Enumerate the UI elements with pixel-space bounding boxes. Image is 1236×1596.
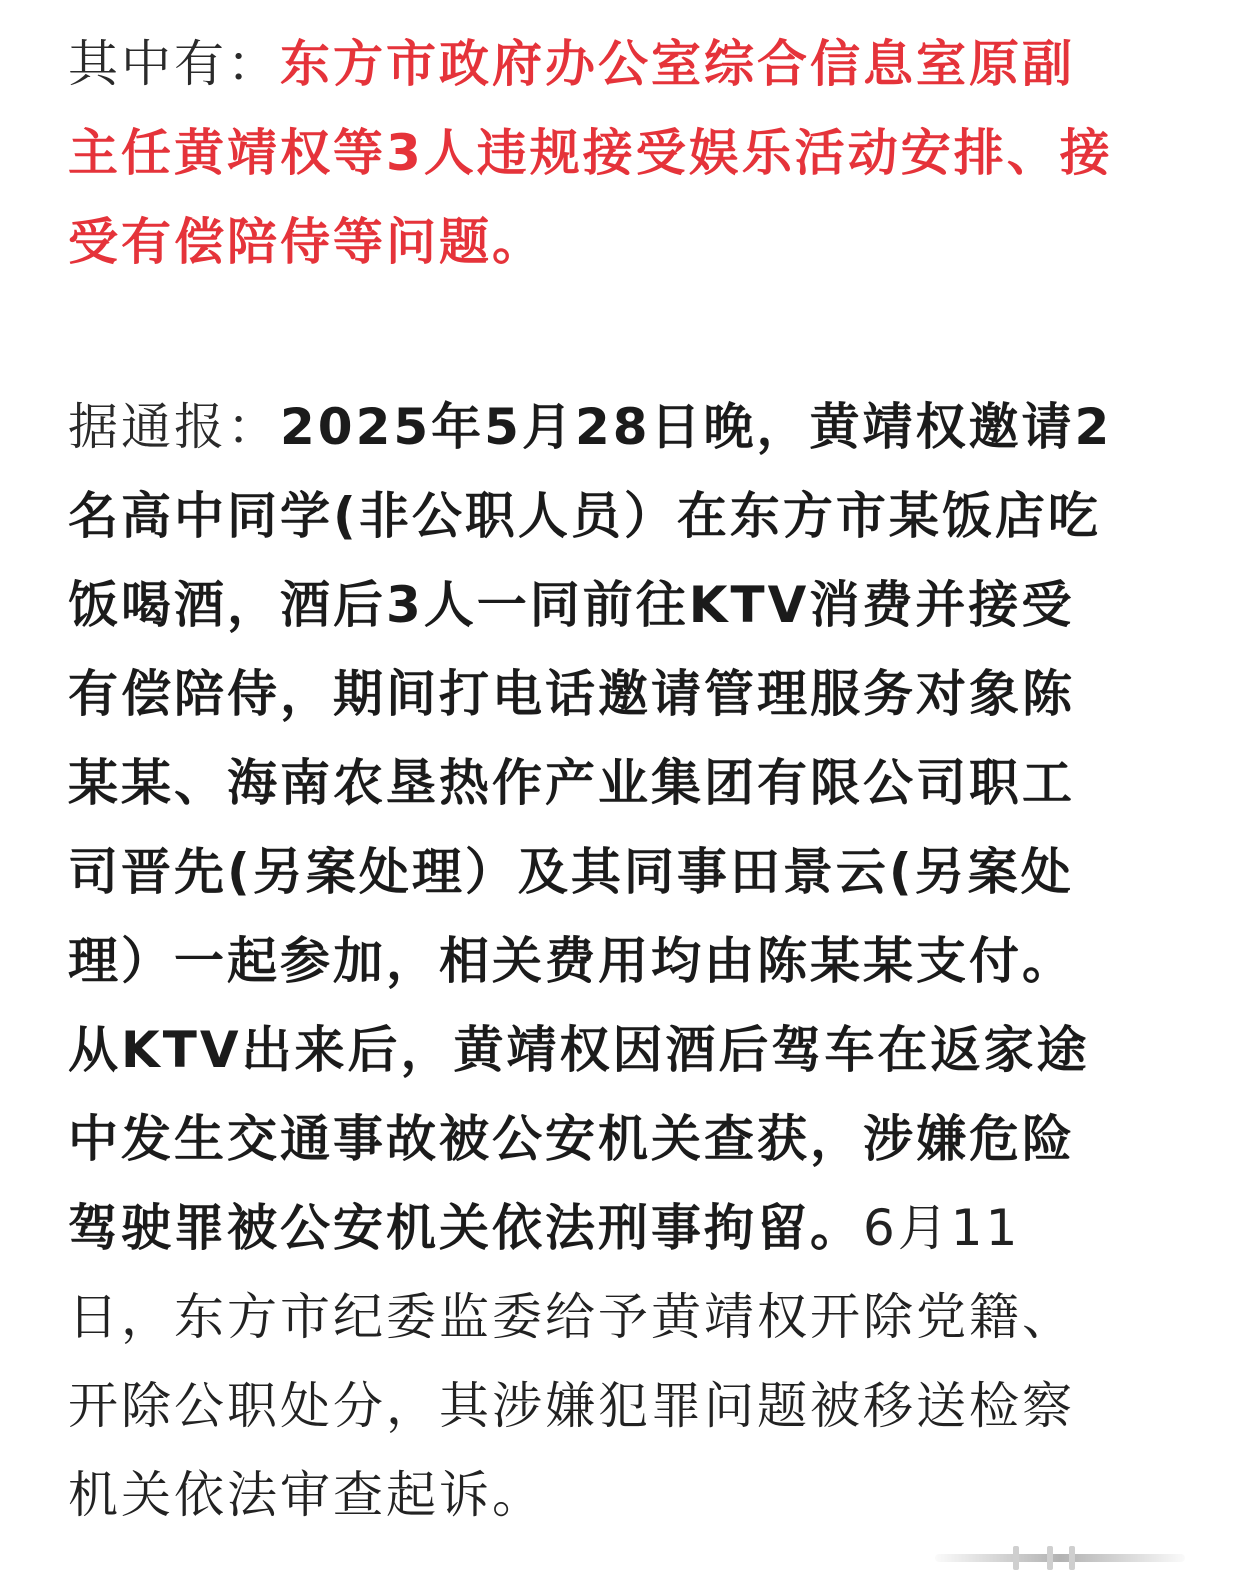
bold-text: 饭喝酒，酒后3人一同前往KTV消费并接受 xyxy=(68,576,1075,634)
highlighted-text: 受有偿陪侍等问题。 xyxy=(68,213,545,271)
plain-text: 机关依法审查起诉。 xyxy=(68,1466,545,1524)
paragraph-spacer xyxy=(68,287,1158,383)
scroll-grip-mark xyxy=(1069,1546,1075,1570)
text-line xyxy=(68,383,1158,472)
paragraph-summary xyxy=(68,20,1158,287)
highlighted-text: 东方市政府办公室综合信息室原副 xyxy=(280,35,1075,93)
highlighted-text: 主任黄靖权等3人违规接受娱乐活动安排、接 xyxy=(68,124,1113,182)
plain-text: 日，东方市纪委监委给予黄靖权开除党籍、 xyxy=(68,1288,1075,1346)
paragraph-lead: 据通报： xyxy=(68,398,280,456)
article-body xyxy=(68,20,1158,1540)
bold-text: 司晋先(另案处理）及其同事田景云(另案处 xyxy=(68,843,1074,901)
bold-text: 有偿陪侍，期间打电话邀请管理服务对象陈 xyxy=(68,665,1075,723)
scroll-grip-mark xyxy=(1013,1546,1019,1570)
scroll-grip-mark xyxy=(1047,1546,1053,1570)
bold-text: 理）一起参加，相关费用均由陈某某支付。 xyxy=(68,932,1075,990)
bold-text: 2025年5月28日晚，黄靖权邀请2 xyxy=(280,398,1113,456)
bold-text: 中发生交通事故被公安机关查获，涉嫌危险 xyxy=(68,1110,1075,1168)
bold-text: 从KTV出来后，黄靖权因酒后驾车在返家途 xyxy=(68,1021,1090,1079)
text-line xyxy=(68,20,1158,109)
plain-text: 开除公职处分，其涉嫌犯罪问题被移送检察 xyxy=(68,1377,1075,1435)
plain-text: 6月11 xyxy=(863,1199,1021,1257)
paragraph-report xyxy=(68,383,1158,1540)
bold-text: 某某、海南农垦热作产业集团有限公司职工 xyxy=(68,754,1075,812)
paragraph-lead: 其中有： xyxy=(68,35,280,93)
bold-text: 名高中同学(非公职人员）在东方市某饭店吃 xyxy=(68,487,1101,545)
text-line xyxy=(68,1184,1158,1273)
scroll-track xyxy=(935,1554,1185,1562)
bold-text: 驾驶罪被公安机关依法刑事拘留。 xyxy=(68,1199,863,1257)
scroll-handle[interactable] xyxy=(935,1546,1185,1570)
